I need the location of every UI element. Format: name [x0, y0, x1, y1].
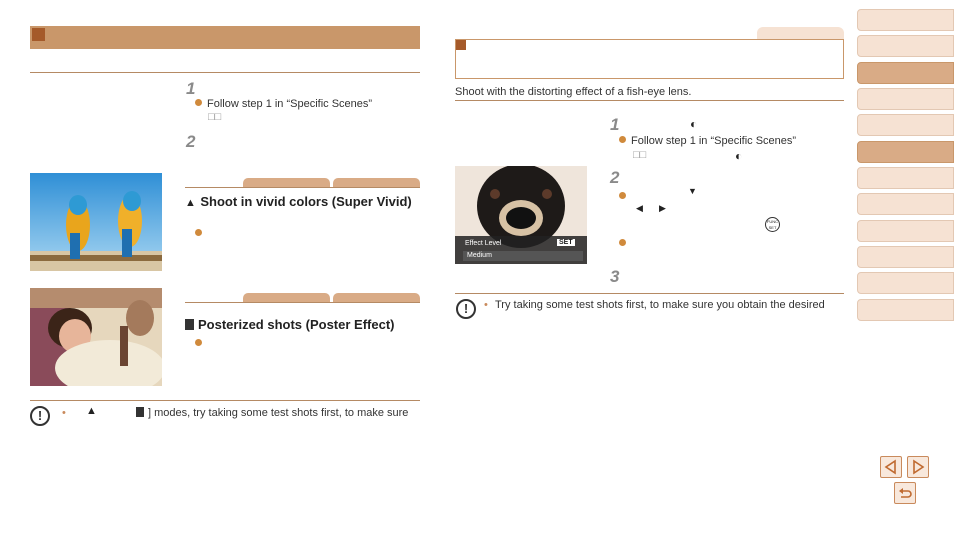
- caution-bullet: •: [62, 407, 66, 419]
- step-number-2: 2: [186, 132, 196, 151]
- mode-tab-pill: [757, 27, 844, 39]
- super-vivid-mode-icon: ▲: [185, 197, 196, 209]
- lcd-value-bar: [463, 251, 583, 261]
- step-number-1: 1: [186, 79, 196, 98]
- fisheye-mode-icon: ◐: [690, 117, 698, 131]
- girl-photo: [30, 288, 162, 386]
- book-ref-icon[interactable]: □□: [633, 149, 647, 161]
- down-arrow-icon: ▼: [688, 186, 697, 196]
- nav-tab-9[interactable]: [857, 220, 954, 242]
- fisheye-dog-photo: [455, 166, 587, 264]
- step-number-2: 2: [610, 168, 620, 187]
- super-vivid-heading-row: [185, 193, 420, 211]
- poster-bullet: [195, 334, 207, 352]
- bullet-dot-icon: [619, 239, 626, 246]
- subsection-divider: [185, 302, 420, 303]
- nav-tab-10[interactable]: [857, 246, 954, 268]
- left-caution-text: ] modes, try taking some test shots first, to make sure: [148, 407, 409, 419]
- fisheye-mode-icon: ◐: [735, 149, 743, 163]
- caution-bullet: •: [484, 299, 488, 311]
- nav-tab-4[interactable]: [857, 88, 954, 110]
- lcd-value: Medium: [467, 252, 492, 259]
- poster-heading-row: [185, 316, 420, 334]
- lcd-effect-label: Effect Level: [465, 240, 502, 247]
- nav-tab-2[interactable]: [857, 35, 954, 57]
- subsection-divider: [185, 187, 420, 188]
- next-page-button[interactable]: [907, 456, 929, 478]
- caution-icon: !: [30, 406, 50, 426]
- super-vivid-bullet: [195, 224, 207, 242]
- poster-mode-icon: [185, 319, 194, 330]
- nav-tab-3[interactable]: [857, 62, 954, 84]
- mode-tab-pill: [243, 293, 330, 302]
- poster-heading: Posterized shots (Poster Effect): [198, 317, 395, 332]
- nav-tab-6[interactable]: [857, 141, 954, 163]
- intro-divider: [455, 100, 844, 101]
- triangle-right-icon: [908, 457, 928, 477]
- triangle-left-icon: [881, 457, 901, 477]
- return-button[interactable]: [894, 482, 916, 504]
- nav-tab-11[interactable]: [857, 272, 954, 294]
- step2-bullet: [619, 187, 631, 205]
- section-header-bar: [30, 26, 420, 49]
- func-set-button-icon: FUNC SET: [766, 219, 779, 230]
- right-arrow-icon: ▶: [659, 203, 666, 213]
- prev-page-button[interactable]: [880, 456, 902, 478]
- mode-tab-pill: [333, 293, 420, 302]
- intro-text: Shoot with the distorting effect of a fish-eye lens.: [455, 86, 692, 98]
- caution-divider: [455, 293, 844, 294]
- bullet-dot-icon: [195, 229, 202, 236]
- bullet-dot-icon: [195, 99, 202, 106]
- mode-tab-pill: [333, 178, 420, 187]
- section-divider: [30, 72, 420, 73]
- step-number-3: 3: [610, 267, 620, 286]
- caution-icon: !: [456, 299, 476, 319]
- super-vivid-heading: Shoot in vivid colors (Super Vivid): [200, 194, 412, 209]
- step1-instruction: [619, 135, 796, 147]
- section-title-box: [455, 39, 844, 79]
- nav-tab-5[interactable]: [857, 114, 954, 136]
- lcd-set-label: SET: [559, 239, 573, 246]
- caution-divider: [30, 400, 420, 401]
- return-arrow-icon: [895, 483, 915, 503]
- poster-mode-icon: [136, 407, 144, 417]
- mode-tab-pill: [243, 178, 330, 187]
- right-caution-text: Try taking some test shots first, to make sure you obtain the desired: [495, 299, 825, 311]
- step-number-1: 1: [610, 115, 620, 134]
- bullet-dot-icon: [619, 192, 626, 199]
- super-vivid-mode-icon: ▲: [86, 405, 97, 417]
- parrots-photo: [30, 173, 162, 271]
- step1-instruction: [195, 98, 372, 110]
- bullet-dot-icon: [195, 339, 202, 346]
- step2-bullet: [619, 234, 631, 252]
- step1-text: Follow step 1 in “Specific Scenes”: [631, 135, 797, 147]
- section-marker: [32, 28, 45, 41]
- section-marker: [456, 40, 466, 50]
- step1-text: Follow step 1 in “Specific Scenes”: [207, 98, 373, 110]
- nav-tab-1[interactable]: [857, 9, 954, 31]
- nav-tab-8[interactable]: [857, 193, 954, 215]
- nav-tab-12[interactable]: [857, 299, 954, 321]
- bullet-dot-icon: [619, 136, 626, 143]
- nav-tab-7[interactable]: [857, 167, 954, 189]
- book-ref-icon[interactable]: □□: [208, 111, 222, 123]
- left-arrow-icon: ◀: [636, 203, 643, 213]
